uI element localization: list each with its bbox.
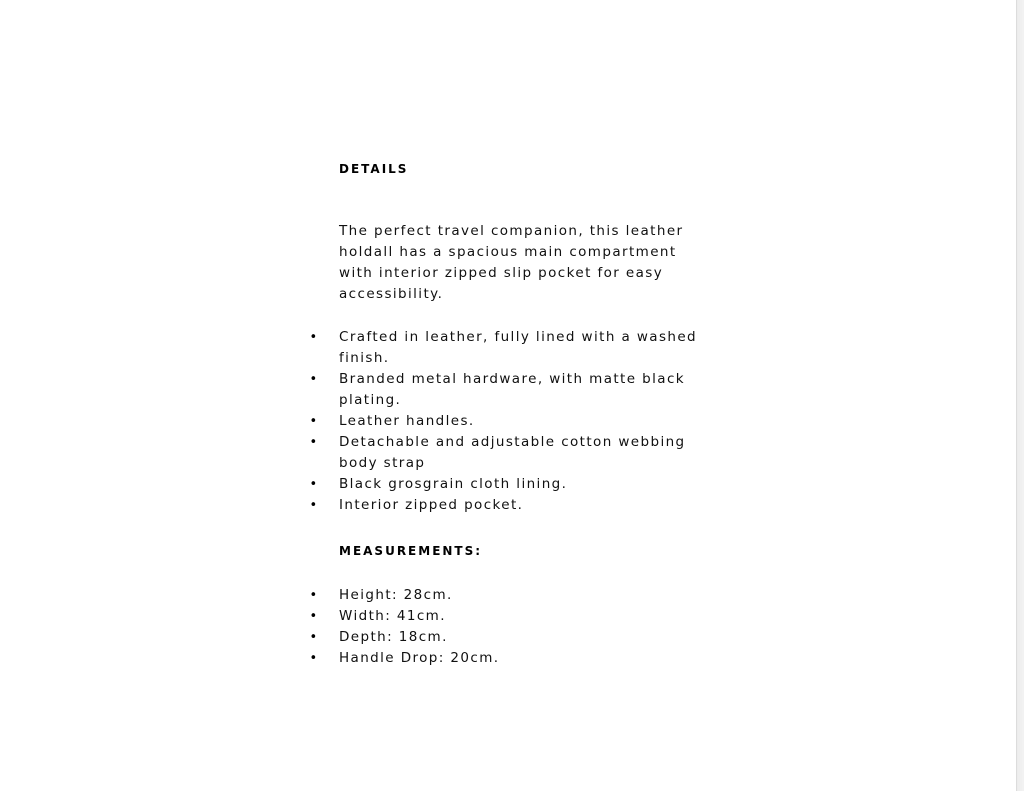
details-intro-paragraph: The perfect travel companion, this leather holdall has a spacious main compartment with interior zipped slip pocket for easy accessibility. bbox=[339, 223, 684, 302]
list-item-text: Depth: 18cm. bbox=[339, 629, 448, 645]
bullet-icon: • bbox=[309, 414, 319, 429]
bullet-icon: • bbox=[309, 477, 319, 492]
list-item-text: Width: 41cm. bbox=[339, 608, 446, 624]
list-item bbox=[309, 474, 729, 495]
list-item-text: Branded metal hardware, with matte black plating. bbox=[339, 371, 685, 408]
list-item-text: Crafted in leather, fully lined with a washed finish. bbox=[339, 329, 698, 366]
bullet-icon: • bbox=[309, 609, 319, 624]
list-item-text: Height: 28cm. bbox=[339, 587, 453, 603]
bullet-icon: • bbox=[309, 435, 319, 450]
list-item bbox=[309, 606, 729, 627]
list-item-text: Black grosgrain cloth lining. bbox=[339, 476, 568, 492]
list-item-text: Interior zipped pocket. bbox=[339, 497, 524, 513]
list-item bbox=[309, 411, 729, 432]
list-item-text: Detachable and adjustable cotton webbing body strap bbox=[339, 434, 686, 471]
bullet-icon: • bbox=[309, 372, 319, 387]
list-item bbox=[309, 369, 729, 411]
list-item bbox=[309, 627, 729, 648]
measurements-heading: MEASUREMENTS: bbox=[339, 544, 483, 558]
list-item bbox=[309, 585, 729, 606]
list-item bbox=[309, 327, 729, 369]
list-item bbox=[309, 495, 729, 516]
list-item bbox=[309, 432, 729, 474]
bullet-icon: • bbox=[309, 498, 319, 513]
window-right-edge bbox=[1016, 0, 1024, 791]
details-heading: DETAILS bbox=[339, 162, 409, 176]
list-item bbox=[309, 648, 729, 669]
details-list bbox=[309, 327, 729, 516]
list-item-text: Handle Drop: 20cm. bbox=[339, 650, 500, 666]
bullet-icon: • bbox=[309, 330, 319, 345]
bullet-icon: • bbox=[309, 630, 319, 645]
list-item-text: Leather handles. bbox=[339, 413, 475, 429]
measurements-list bbox=[309, 585, 729, 669]
bullet-icon: • bbox=[309, 588, 319, 603]
bullet-icon: • bbox=[309, 651, 319, 666]
